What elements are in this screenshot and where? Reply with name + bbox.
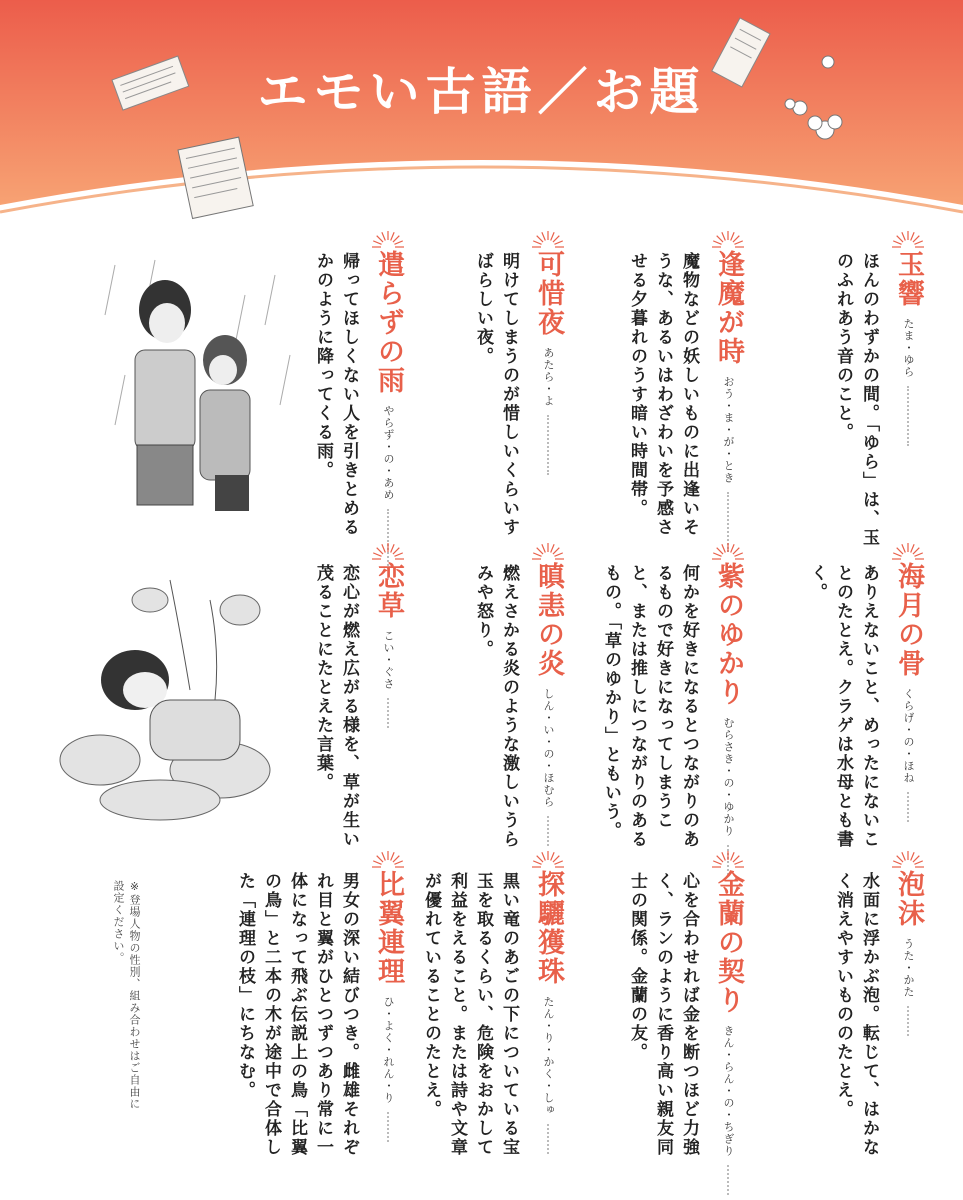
entry-text: 魔物などの妖しいものに出逢いそうな、あるいはわざわいを予感させる夕暮れのうす暗い時間帯。 — [627, 252, 699, 537]
entry-term: 比翼連理 — [373, 870, 404, 986]
sunburst-icon — [369, 540, 407, 560]
entry-reading: うた・かた — [902, 938, 915, 998]
entry-heading — [888, 848, 928, 1036]
entry-text: 男女の深い結びつき。雌雄それぞれ目と翼がひとつずつあり常に一体になって飛ぶ伝説上の鳥「比翼の鳥」と二本の木が途中で合体した「連理の枝」にちなむ。 — [235, 872, 359, 1157]
header-banner — [0, 0, 963, 230]
sunburst-icon — [369, 228, 407, 248]
entry-heading — [708, 540, 748, 875]
dotted-rule — [907, 1006, 910, 1036]
entry-heading — [528, 848, 568, 1154]
entry-heading — [528, 228, 568, 475]
rain-couple-illustration — [95, 255, 305, 515]
entry-term: 恋草 — [373, 562, 404, 620]
page-title: エモい古語／お題 — [257, 62, 706, 121]
dotted-rule — [907, 386, 910, 446]
entry-reading: あたら・よ — [542, 347, 555, 407]
entry-heading — [368, 540, 408, 728]
entry-heading — [368, 848, 408, 1142]
dotted-rule — [547, 415, 550, 475]
sunburst-icon — [709, 228, 747, 248]
entry-reading: たま・ゆら — [902, 318, 915, 378]
sunburst-icon — [529, 848, 567, 868]
sunburst-icon — [709, 848, 747, 868]
entry-reading: くらげ・の・ほね — [902, 688, 915, 784]
entry-heading — [708, 848, 748, 1195]
footnote: ※登場人物の性別、組み合わせはご自由に設定ください。 — [112, 880, 141, 1110]
entry-term: 泡沫 — [893, 870, 924, 928]
entry-term: 逢魔が時 — [713, 250, 744, 366]
sunburst-icon — [369, 848, 407, 868]
entry-text: 何かを好きになるとつながりのあるもので好きになってしまうこと、または推しにつながりのあるもの。「草のゆかり」ともいう。 — [601, 564, 699, 849]
entry-reading: きん・らん・の・ちぎり — [722, 1025, 735, 1157]
sunburst-icon — [529, 540, 567, 560]
sunburst-icon — [709, 540, 747, 560]
entry-term: 海月の骨 — [893, 562, 924, 678]
sunburst-icon — [889, 540, 927, 560]
entry-term: 可惜夜 — [533, 250, 564, 337]
entry-heading — [368, 228, 408, 569]
sunburst-icon — [889, 848, 927, 868]
entry-text: 黒い竜のあごの下についている宝玉を取るくらい、危険をおかして利益をえること。または詩や文章が優れていることのたとえ。 — [421, 872, 519, 1157]
entry-term: 瞋恚の炎 — [533, 562, 564, 678]
dotted-rule — [907, 792, 910, 822]
dotted-rule — [547, 816, 550, 846]
entry-text: ほんのわずかの間。「ゆら」は、玉のふれあう音のこと。 — [833, 252, 879, 548]
entry-text: 恋心が燃え広がる様を、草が生い茂ることにたとえた言葉。 — [313, 564, 359, 849]
entry-heading — [708, 228, 748, 552]
entry-reading: しん・い・の・ほむら — [542, 688, 555, 808]
entry-reading: おう・ま・が・とき — [722, 376, 735, 484]
entry-reading: こい・ぐさ — [382, 630, 395, 690]
entry-text: 帰ってほしくない人を引きとめるかのように降ってくる雨。 — [313, 252, 359, 537]
dotted-rule — [727, 1165, 730, 1195]
entry-term: 玉響 — [893, 250, 924, 308]
entry-heading — [528, 540, 568, 846]
entry-text: 明けてしまうのが惜しいくらいすばらしい夜。 — [473, 252, 519, 537]
dotted-rule — [547, 1124, 550, 1154]
entry-term: 紫のゆかり — [713, 562, 744, 707]
dotted-rule — [387, 1112, 390, 1142]
entry-reading: むらさき・の・ゆかり — [722, 717, 735, 837]
entry-heading — [888, 540, 928, 822]
entry-heading — [888, 228, 928, 446]
sunburst-icon — [529, 228, 567, 248]
entry-reading: たん・り・かく・しゅ — [542, 996, 555, 1116]
sunburst-icon — [889, 228, 927, 248]
entry-text: 水面に浮かぶ泡。転じて、はかなく消えやすいもののたとえ。 — [833, 872, 879, 1157]
entry-text: ありえないこと、めったにないことのたとえ。クラゲは水母とも書く。 — [807, 564, 879, 849]
entry-text: 燃えさかる炎のような激しいうらみや怒り。 — [473, 564, 519, 849]
flower-field-illustration — [40, 570, 295, 830]
entry-term: 探驪獲珠 — [533, 870, 564, 986]
entry-reading: やらず・の・あめ — [382, 405, 395, 501]
entry-reading: ひ・よく・れん・り — [382, 996, 395, 1104]
dotted-rule — [387, 698, 390, 728]
entry-text: 心を合わせれば金を断つほど力強く、ランのように香り高い親友同士の関係。金蘭の友。 — [627, 872, 699, 1157]
entry-term: 金蘭の契り — [713, 870, 744, 1015]
entry-term: 遣らずの雨 — [373, 250, 404, 395]
